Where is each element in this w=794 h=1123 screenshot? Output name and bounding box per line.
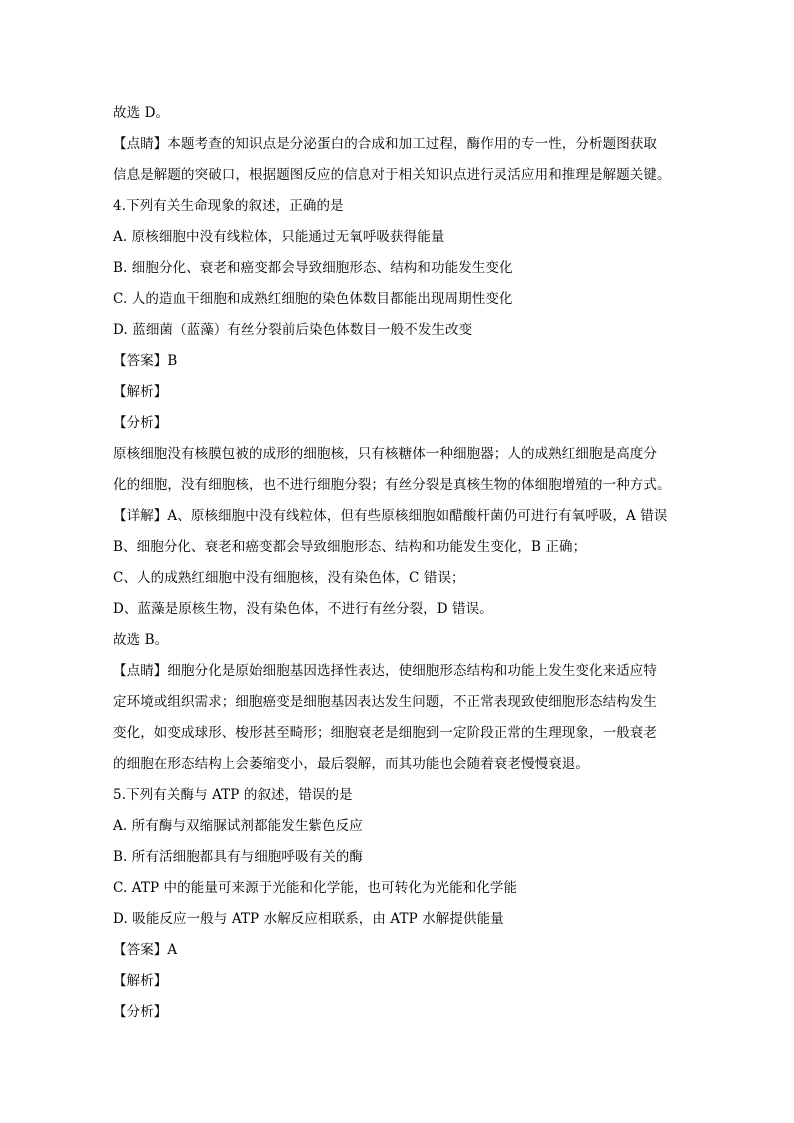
text-line: 的细胞在形态结构上会萎缩变小，最后裂解，而其功能也会随着衰老慢慢衰退。 [113,756,589,772]
text-line: C、人的成熟红细胞中没有细胞核，没有染色体，C 错误； [113,570,465,586]
text-line: 【详解】A、原核细胞中没有线粒体，但有些原核细胞如醋酸杆菌仍可进行有氧呼吸，A 错误 [113,508,668,524]
answer-line: 【答案】B [113,353,178,369]
text-line: 化的细胞，没有细胞核，也不进行细胞分裂；有丝分裂是真核生物的体细胞增殖的一种方式。 [113,477,671,493]
text-line: D、蓝藻是原核生物，没有染色体，不进行有丝分裂，D 错误。 [113,601,493,617]
text-line: 【点睛】细胞分化是原始细胞基因选择性表达，使细胞形态结构和功能上发生变化来适应特 [113,663,657,679]
option-b: B. 所有活细胞都具有与细胞呼吸有关的酶 [113,849,364,865]
section-heading: 【解析】 [113,973,168,989]
text-line: B、细胞分化、衰老和癌变都会导致细胞形态、结构和功能发生变化，B 正确； [113,539,587,555]
option-c: C. 人的造血干细胞和成熟红细胞的染色体数目都能出现周期性变化 [113,291,513,307]
option-a: A. 原核细胞中没有线粒体，只能通过无氧呼吸获得能量 [113,229,445,245]
option-a: A. 所有酶与双缩脲试剂都能发生紫色反应 [113,818,363,834]
text-line: 变化，如变成球形、梭形甚至畸形；细胞衰老是细胞到一定阶段正常的生理现象，一般衰老 [113,725,657,741]
text-line: 原核细胞没有核膜包被的成形的细胞核，只有核糖体一种细胞器；人的成熟红细胞是高度分 [113,446,657,462]
option-d: D. 蓝细菌（蓝藻）有丝分裂前后染色体数目一般不发生改变 [113,322,473,338]
text-line: 故选 B。 [113,632,169,648]
section-heading: 【分析】 [113,415,168,431]
section-heading: 【分析】 [113,1004,168,1020]
document-body [113,98,688,1028]
question-title: 5.下列有关酶与 ATP 的叙述，错误的是 [113,787,353,803]
option-b: B. 细胞分化、衰老和癌变都会导致细胞形态、结构和功能发生变化 [113,260,513,276]
section-heading: 【解析】 [113,384,168,400]
text-line: 【点睛】本题考查的知识点是分泌蛋白的合成和加工过程，酶作用的专一性，分析题图获取 [113,136,657,152]
text-line: 信息是解题的突破口，根据题图反应的信息对于相关知识点进行灵活应用和推理是解题关键。 [113,167,671,183]
answer-line: 【答案】A [113,942,178,958]
question-title: 4.下列有关生命现象的叙述，正确的是 [113,198,344,214]
option-c: C. ATP 中的能量可来源于光能和化学能，也可转化为光能和化学能 [113,880,518,896]
text-line: 故选 D。 [113,105,170,121]
option-d: D. 吸能反应一般与 ATP 水解反应相联系，由 ATP 水解提供能量 [113,911,504,927]
text-line: 定环境或组织需求；细胞癌变是细胞基因表达发生问题，不正常表现致使细胞形态结构发生 [113,694,657,710]
